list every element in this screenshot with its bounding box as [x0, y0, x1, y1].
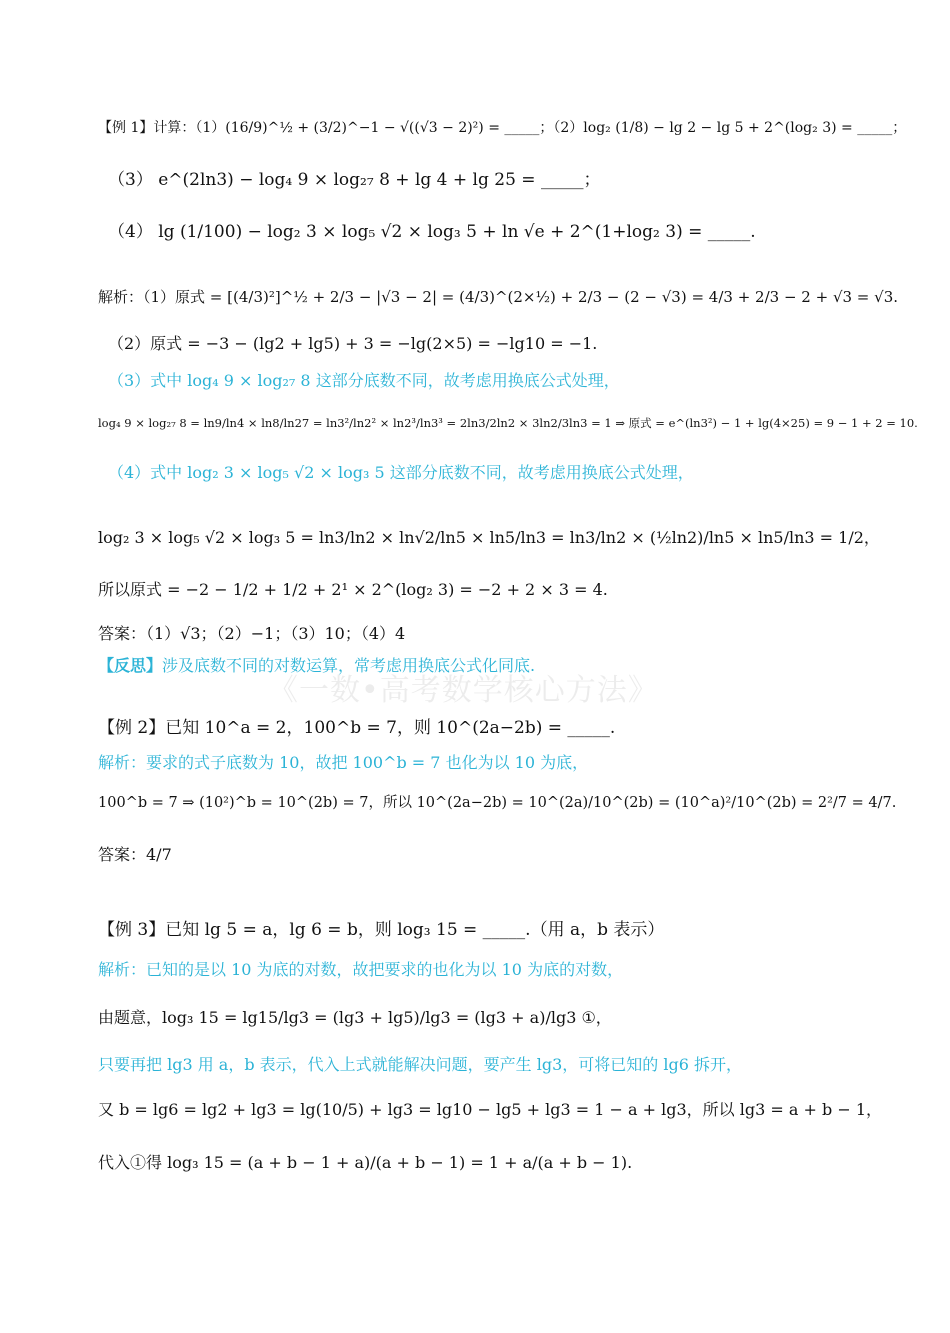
- example-1-part-3: （3） e^(2ln3) − log₄ 9 × log₂₇ 8 + lg 4 + lg 25 = _____；: [108, 170, 601, 190]
- example-1-question: 【例 1】计算：（1）(16/9)^½ + (3/2)^−1 − √((√3 − 2)²) = _____；（2）log₂ (1/8) − lg 2 − lg 5 + 2^(log₂ 3) = _____；: [98, 120, 907, 136]
- example-3-solution-3: 代入①得 log₃ 15 = (a + b − 1 + a)/(a + b − 1) = 1 + a/(a + b − 1).: [98, 1153, 633, 1172]
- example-1-answer: 答案：（1）√3；（2）−1；（3）10；（4）4: [98, 624, 406, 643]
- example-2-solution: 100^b = 7 ⇒ (10²)^b = 10^(2b) = 7，所以 10^(2a−2b) = 10^(2a)/10^(2b) = (10^a)²/10^(2b) = 2²/7 = 4/7.: [98, 795, 897, 811]
- example-3-solution-1: 由题意，log₃ 15 = lg15/lg3 = (lg3 + lg5)/lg3 = (lg3 + a)/lg3 ①，: [98, 1008, 612, 1027]
- example-1-solution-2: （2）原式 = −3 − (lg2 + lg5) + 3 = −lg(2×5) = −lg10 = −1.: [108, 334, 598, 353]
- example-3-solution-2: 又 b = lg6 = lg2 + lg3 = lg(10/5) + lg3 = lg10 − lg5 + lg3 = 1 − a + lg3，所以 lg3 = a + b − 1，: [98, 1100, 882, 1119]
- reflection-text: 涉及底数不同的对数运算，常考虑用换底公式化同底.: [162, 656, 536, 675]
- example-3-question: 【例 3】已知 lg 5 = a，lg 6 = b，则 log₃ 15 = _____.（用 a，b 表示）: [98, 920, 665, 940]
- example-1-solution-4: log₂ 3 × log₅ √2 × log₃ 5 = ln3/ln2 × ln√2/ln5 × ln5/ln3 = ln3/ln2 × (½ln2)/ln5 × ln5/ln3 = 1/2，: [98, 528, 880, 547]
- example-1-solution-1: 解析：（1）原式 = [(4/3)²]^½ + 2/3 − |√3 − 2| = (4/3)^(2×½) + 2/3 − (2 − √3) = 4/3 + 2/3 − 2 + √3 = √3.: [98, 288, 899, 306]
- example-1-reflection: [98, 656, 535, 676]
- watermark: 《一数•高考数学核心方法》: [268, 673, 659, 708]
- example-1-solution-4-result: 所以原式 = −2 − 1/2 + 1/2 + 2¹ × 2^(log₂ 3) = −2 + 2 × 3 = 4.: [98, 580, 608, 599]
- example-3-solution-note: 解析：已知的是以 10 为底的对数，故把要求的也化为以 10 为底的对数，: [98, 960, 624, 979]
- example-3-solution-note-2: 只要再把 lg3 用 a，b 表示，代入上式就能解决问题，要产生 lg3，可将已知的 lg6 拆开，: [98, 1055, 743, 1074]
- example-2-question: 【例 2】已知 10^a = 2，100^b = 7，则 10^(2a−2b) = _____.: [98, 718, 616, 738]
- example-2-answer: 答案：4/7: [98, 845, 172, 864]
- example-1-solution-3: log₄ 9 × log₂₇ 8 = ln9/ln4 × ln8/ln27 = ln3²/ln2² × ln2³/ln3³ = 2ln3/2ln2 × 3ln2/3ln3 = 1 ⇒ 原式 = e^(ln3²) − 1 + lg(4×25) = 9 − 1 + 2 = 10.: [98, 416, 918, 430]
- example-1-solution-4-note: （4）式中 log₂ 3 × log₅ √2 × log₃ 5 这部分底数不同，故考虑用换底公式处理，: [108, 463, 694, 482]
- example-1-part-4: （4） lg (1/100) − log₂ 3 × log₅ √2 × log₃ 5 + ln √e + 2^(1+log₂ 3) = _____.: [108, 222, 756, 242]
- example-2-solution-note: 解析：要求的式子底数为 10，故把 100^b = 7 也化为以 10 为底，: [98, 753, 589, 772]
- example-1-solution-3-note: （3）式中 log₄ 9 × log₂₇ 8 这部分底数不同，故考虑用换底公式处理，: [108, 371, 620, 390]
- reflection-label: 【反思】: [98, 656, 163, 675]
